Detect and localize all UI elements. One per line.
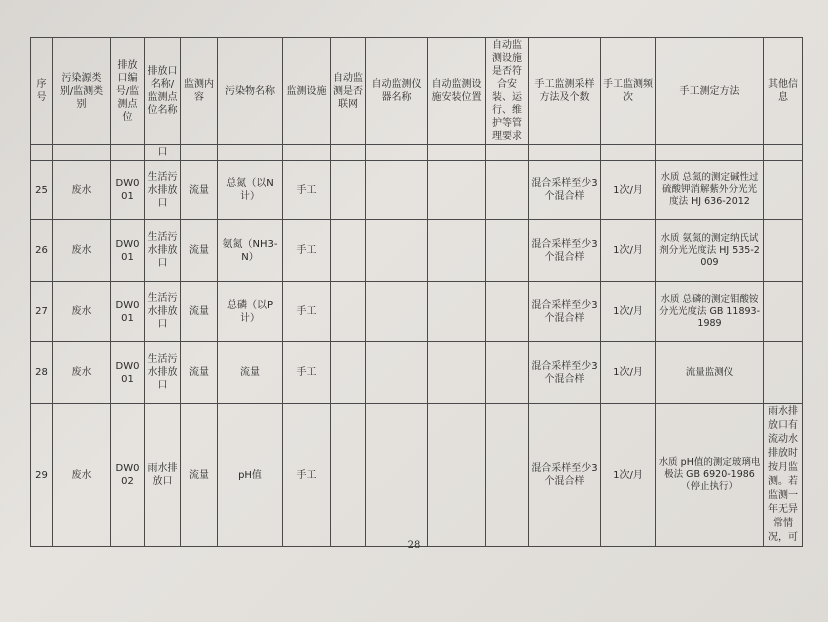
row-content: 流量: [181, 282, 218, 342]
row-frequency: 1次/月: [601, 282, 656, 342]
cell: [601, 145, 656, 161]
row-auto-net: [331, 220, 366, 282]
cell: [366, 145, 428, 161]
row-method: 水质 总氮的测定碱性过硫酸钾消解紫外分光光度法 HJ 636-2012: [656, 161, 764, 220]
row-category: 废水: [53, 161, 111, 220]
cell: [53, 145, 111, 161]
row-outlet-code: DW001: [111, 342, 145, 404]
header-outlet-code: 排放口编号/监测点位: [111, 38, 145, 145]
row-facility: 手工: [283, 161, 331, 220]
cell: [31, 145, 53, 161]
row-pollutant: 总磷（以P计）: [218, 282, 283, 342]
row-frequency: 1次/月: [601, 342, 656, 404]
row-no: 28: [31, 342, 53, 404]
row-auto-instrument: [366, 161, 428, 220]
row-other: 雨水排放口有流动水排放时按月监测。若监测一年无异常情况，可: [764, 404, 803, 547]
row-outlet-name: 生活污水排放口: [145, 220, 181, 282]
header-no: 序号: [31, 38, 53, 145]
cell: 口: [145, 145, 181, 161]
row-auto-compliance: [486, 220, 529, 282]
row-pollutant: 流量: [218, 342, 283, 404]
header-facility: 监测设施: [283, 38, 331, 145]
row-auto-compliance: [486, 342, 529, 404]
row-content: 流量: [181, 342, 218, 404]
header-category: 污染源类别/监测类别: [53, 38, 111, 145]
row-facility: 手工: [283, 220, 331, 282]
header-content: 监测内容: [181, 38, 218, 145]
row-frequency: 1次/月: [601, 404, 656, 547]
row-sampling: 混合采样至少3个混合样: [529, 342, 601, 404]
row-auto-compliance: [486, 161, 529, 220]
cell: [218, 145, 283, 161]
row-no: 26: [31, 220, 53, 282]
row-facility: 手工: [283, 342, 331, 404]
header-pollutant: 污染物名称: [218, 38, 283, 145]
cell: [486, 145, 529, 161]
row-category: 废水: [53, 282, 111, 342]
row-category: 废水: [53, 342, 111, 404]
row-frequency: 1次/月: [601, 161, 656, 220]
row-frequency: 1次/月: [601, 220, 656, 282]
row-auto-instrument: [366, 282, 428, 342]
header-auto-location: 自动监测设施安装位置: [428, 38, 486, 145]
row-auto-location: [428, 220, 486, 282]
row-outlet-code: DW001: [111, 282, 145, 342]
row-outlet-name: 雨水排放口: [145, 404, 181, 547]
row-auto-net: [331, 161, 366, 220]
row-pollutant: 总氮（以N计）: [218, 161, 283, 220]
row-other: [764, 282, 803, 342]
row-content: 流量: [181, 220, 218, 282]
row-outlet-code: DW002: [111, 404, 145, 547]
header-auto-compliance: 自动监测设施是否符合安装、运行、维护等管理要求: [486, 38, 529, 145]
cell: [283, 145, 331, 161]
row-auto-location: [428, 342, 486, 404]
header-other: 其他信息: [764, 38, 803, 145]
row-auto-net: [331, 404, 366, 547]
row-auto-location: [428, 282, 486, 342]
row-category: 废水: [53, 220, 111, 282]
header-sampling: 手工监测采样方法及个数: [529, 38, 601, 145]
row-content: 流量: [181, 161, 218, 220]
row-other: [764, 342, 803, 404]
row-other: [764, 161, 803, 220]
row-auto-instrument: [366, 220, 428, 282]
header-auto-instrument: 自动监测仪器名称: [366, 38, 428, 145]
row-auto-compliance: [486, 282, 529, 342]
row-method: 水质 氨氮的测定纳氏试剂分光光度法 HJ 535-2009: [656, 220, 764, 282]
row-method: 水质 pH值的测定玻璃电极法 GB 6920-1986（停止执行）: [656, 404, 764, 547]
row-no: 25: [31, 161, 53, 220]
row-outlet-code: DW001: [111, 161, 145, 220]
row-category: 废水: [53, 404, 111, 547]
row-method: 流量监测仪: [656, 342, 764, 404]
row-no: 27: [31, 282, 53, 342]
table-row: [31, 161, 803, 220]
row-outlet-name: 生活污水排放口: [145, 282, 181, 342]
row-facility: 手工: [283, 282, 331, 342]
row-method: 水质 总磷的测定钼酸铵分光光度法 GB 11893-1989: [656, 282, 764, 342]
row-outlet-code: DW001: [111, 220, 145, 282]
header-auto-net: 自动监测是否联网: [331, 38, 366, 145]
cell: [656, 145, 764, 161]
table-row: [31, 342, 803, 404]
table-row: [31, 404, 803, 547]
cell: [181, 145, 218, 161]
row-sampling: 混合采样至少3个混合样: [529, 404, 601, 547]
row-facility: 手工: [283, 404, 331, 547]
header-frequency: 手工监测频次: [601, 38, 656, 145]
header-row: [31, 38, 803, 145]
row-auto-instrument: [366, 342, 428, 404]
header-method: 手工测定方法: [656, 38, 764, 145]
row-auto-net: [331, 282, 366, 342]
row-auto-location: [428, 404, 486, 547]
cell: [111, 145, 145, 161]
row-pollutant: pH值: [218, 404, 283, 547]
cell: [428, 145, 486, 161]
row-sampling: 混合采样至少3个混合样: [529, 161, 601, 220]
monitoring-table: [30, 37, 803, 547]
row-auto-location: [428, 161, 486, 220]
table-row: [31, 220, 803, 282]
continuation-row: [31, 145, 803, 161]
row-auto-compliance: [486, 404, 529, 547]
page-number: 28: [407, 540, 421, 551]
cell: [764, 145, 803, 161]
row-content: 流量: [181, 404, 218, 547]
row-outlet-name: 生活污水排放口: [145, 342, 181, 404]
table-row: [31, 282, 803, 342]
row-auto-net: [331, 342, 366, 404]
row-other: [764, 220, 803, 282]
row-auto-instrument: [366, 404, 428, 547]
row-sampling: 混合采样至少3个混合样: [529, 220, 601, 282]
row-pollutant: 氨氮（NH3-N）: [218, 220, 283, 282]
row-sampling: 混合采样至少3个混合样: [529, 282, 601, 342]
row-outlet-name: 生活污水排放口: [145, 161, 181, 220]
header-outlet-name: 排放口名称/监测点位名称: [145, 38, 181, 145]
cell: [331, 145, 366, 161]
row-no: 29: [31, 404, 53, 547]
cell: [529, 145, 601, 161]
